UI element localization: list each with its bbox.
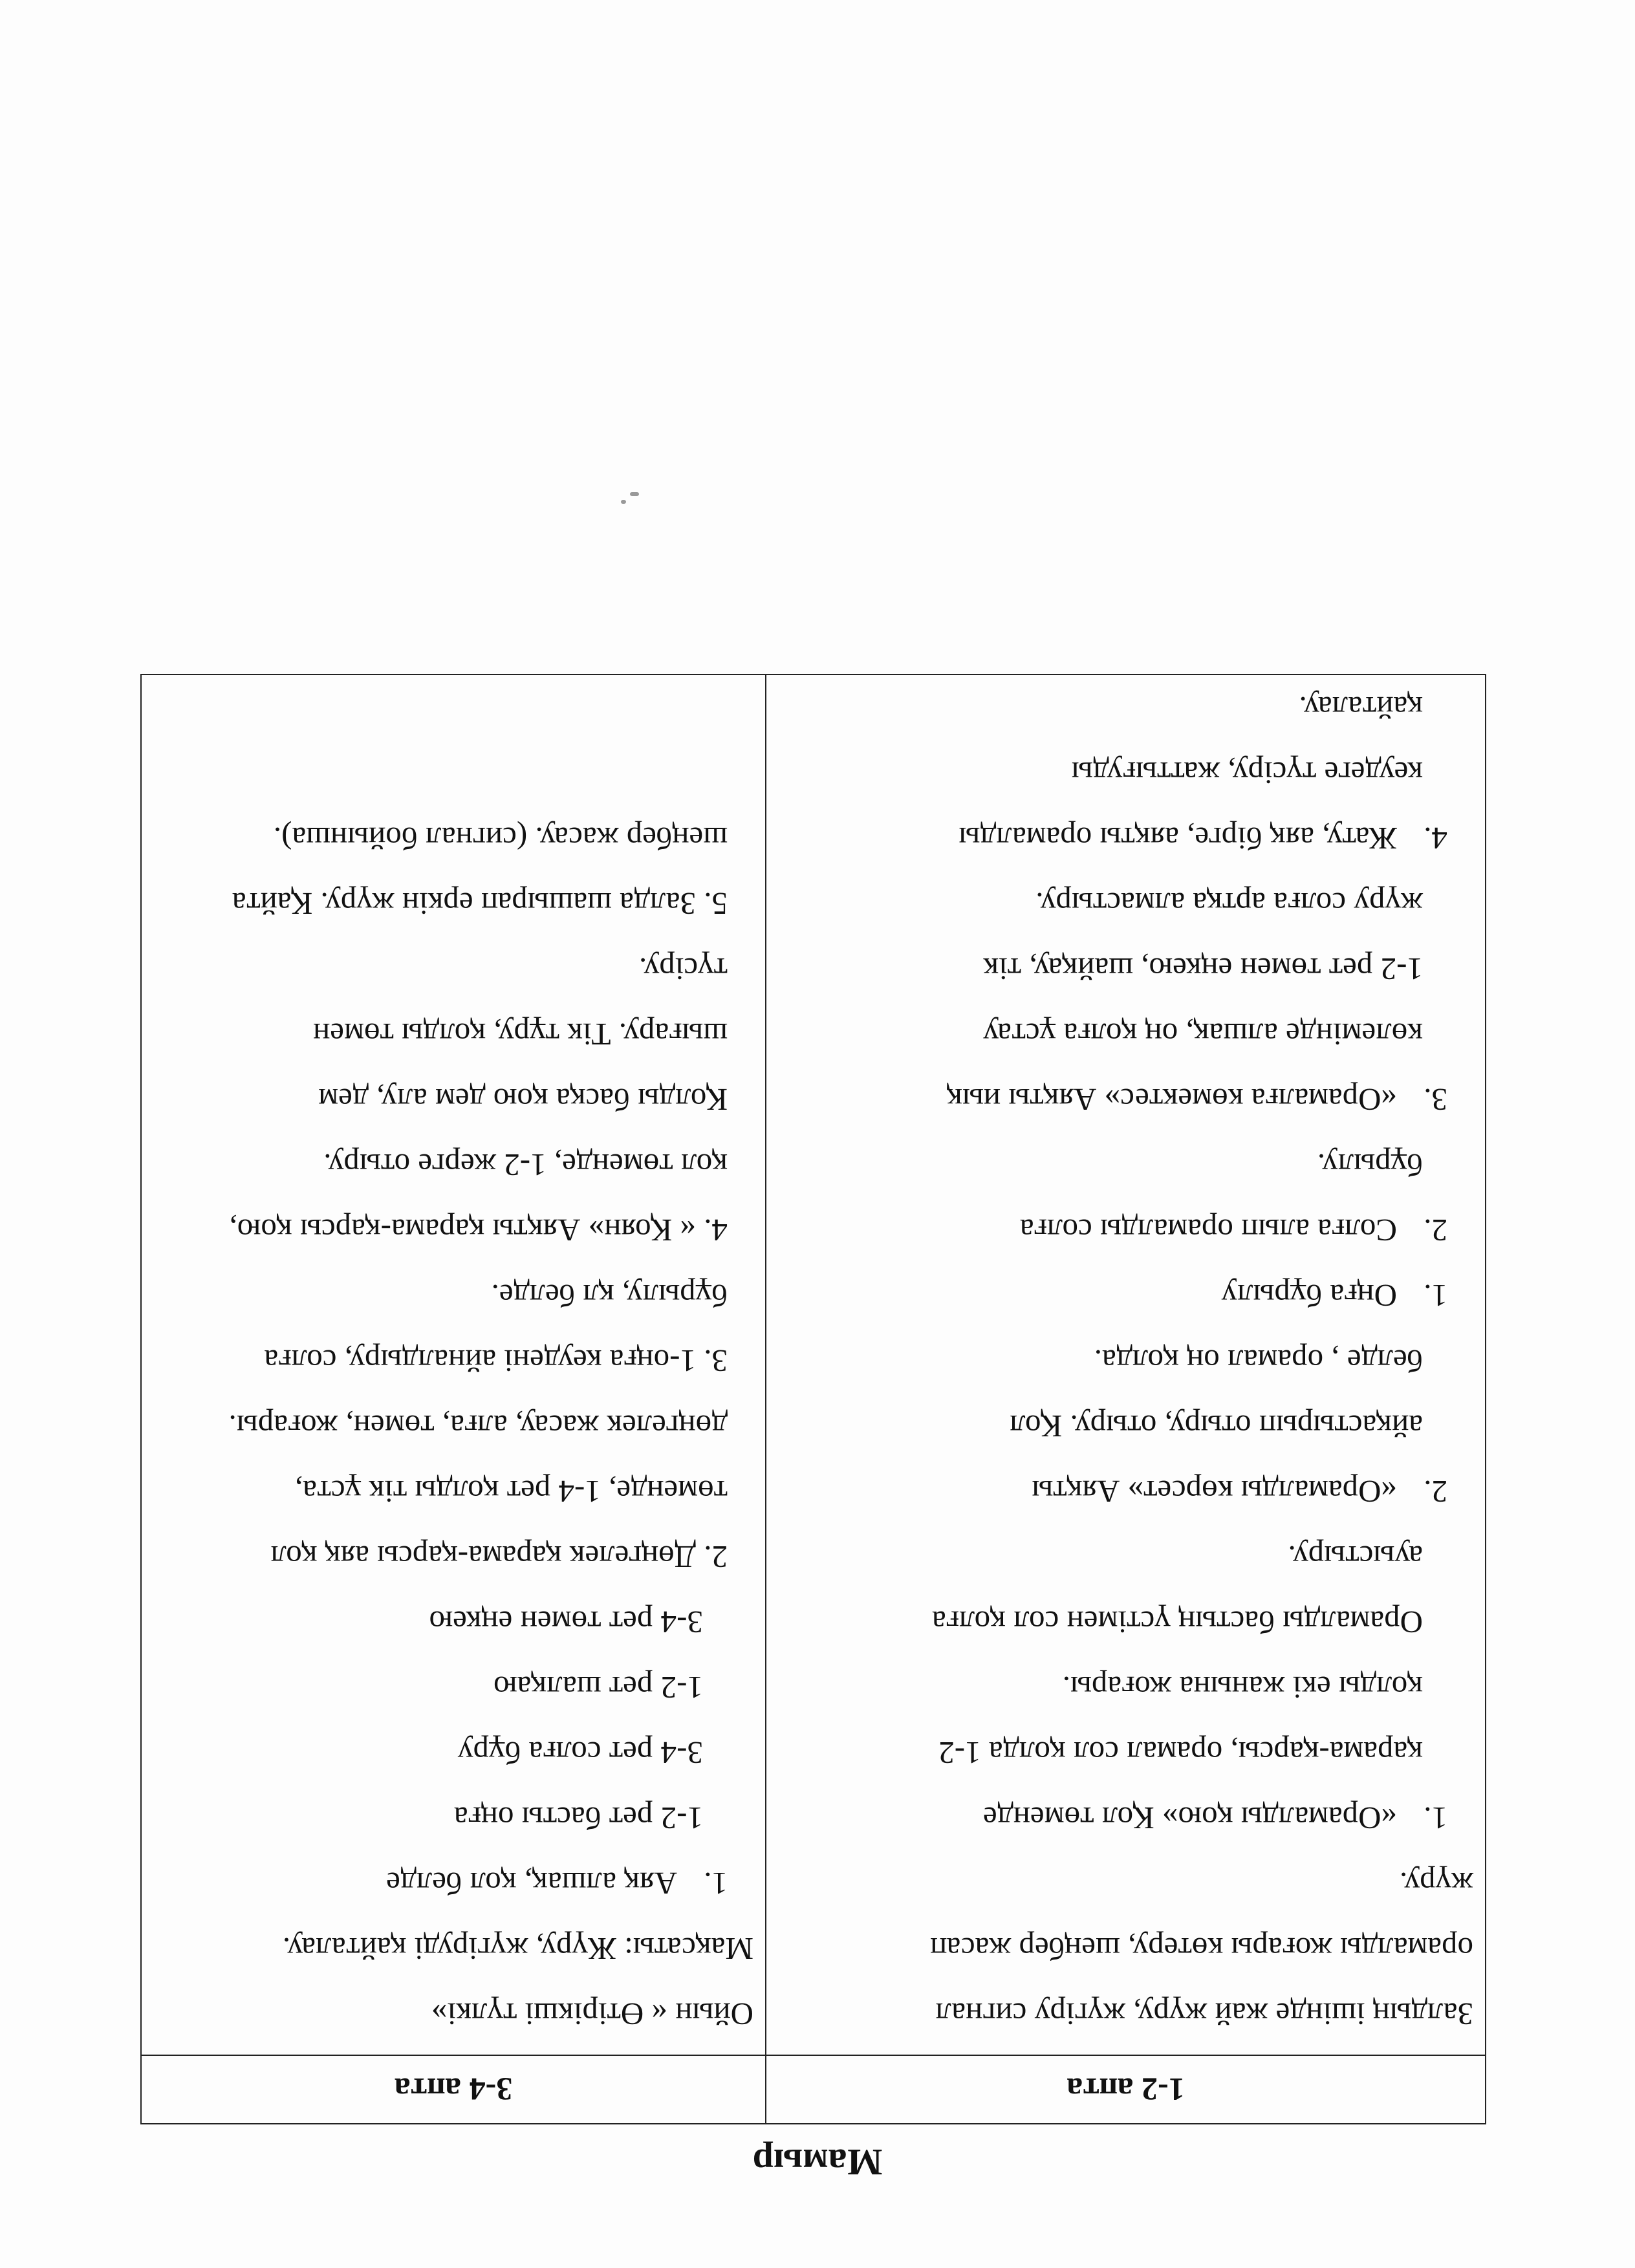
- text-line: ауыстыру.: [1288, 1539, 1423, 1575]
- scan-speck: [630, 492, 639, 496]
- text-line: 1-2 рет басты оңға: [453, 1800, 703, 1836]
- text-line: Орамалды бастың үстімен сол қолға: [931, 1604, 1423, 1640]
- text-line: қайталау.: [1299, 690, 1423, 726]
- item-number: 3.: [1424, 1082, 1447, 1118]
- text-line: белде , орамал оң қолда.: [1094, 1343, 1423, 1379]
- game-title: Ойын « Өтірікші түлкі»: [431, 1996, 753, 2032]
- text-line: орамалды жоғары көтеру, шеңбер жасап: [930, 1931, 1473, 1967]
- list-item: [155, 1851, 753, 1916]
- item-text: Жату, аяқ бірге, аяқты орамалды: [958, 821, 1397, 856]
- text-line: Залдың ішінде жай жүру, жүгіру сигнал: [935, 1996, 1473, 2032]
- text-line: 3-4 рет солға бұру: [457, 1735, 703, 1771]
- text-line: айқастырып отыру, отыру. Қол: [1010, 1409, 1423, 1444]
- item-number: 1.: [1424, 1278, 1447, 1313]
- text-line: 3-4 рет төмен еңкею: [429, 1604, 703, 1640]
- list-item: [779, 1067, 1473, 1132]
- list-item: [779, 806, 1473, 871]
- text-line: шеңбер жасау. (сигнал бойынша).: [273, 821, 728, 856]
- item-number: 1.: [704, 1866, 728, 1901]
- list-item: [779, 1198, 1473, 1263]
- item-number: 2.: [1424, 1213, 1447, 1248]
- header-weeks-3-4: 3-4 апта: [141, 2055, 766, 2124]
- text-line: 1-2 рет төмен еңкею, шайқау, тік: [983, 951, 1423, 987]
- item-text: Оңға бұрылу: [1221, 1278, 1397, 1313]
- text-line: 3. 1-оңға кеудені айналдыру, солға: [264, 1343, 728, 1379]
- item-text: Солға алып орамалды солға: [1019, 1213, 1397, 1248]
- content-row: [141, 675, 1486, 2055]
- text-line: шығару. Тік тұру, қолды төмен: [312, 1017, 728, 1052]
- list-item: [779, 1786, 1473, 1851]
- item-number: 4.: [1424, 821, 1447, 856]
- text-line: қарама-қарсы, орамал сол қолда 1-2: [938, 1735, 1423, 1771]
- list-item: [779, 1459, 1473, 1524]
- page-title: Мамыр: [752, 2141, 883, 2183]
- cell-weeks-3-4: [141, 675, 766, 2055]
- item-text: «Орамалды көрсет» Аяқты: [1032, 1474, 1397, 1509]
- header-row: [141, 2055, 1486, 2124]
- text-line: қолды екі жанына жоғары.: [1062, 1670, 1423, 1705]
- item-text: Аяқ алшақ, қол белде: [386, 1866, 677, 1901]
- item-text: «Орамалға көмектес» Аяқты иық: [947, 1082, 1397, 1118]
- text-line: дөңгелек жасау, алға, төмен, жоғары.: [228, 1409, 728, 1444]
- text-line: жүру.: [1399, 1866, 1473, 1901]
- schedule-table: [140, 674, 1486, 2124]
- list-item: [779, 1263, 1473, 1328]
- cell-weeks-1-2: [766, 675, 1486, 2055]
- text-line: 1-2 рет шалқаю: [493, 1670, 703, 1705]
- item-number: 2.: [1424, 1474, 1447, 1509]
- text-line: түсіру.: [639, 951, 728, 987]
- text-line: 2. Дөңгелек қарама-қарсы аяқ қол: [270, 1539, 728, 1575]
- text-line: кеудеге түсіру, жаттығуды: [1071, 755, 1423, 791]
- text-line: 5. Залда шашырап еркін жүру. Қайта: [232, 886, 728, 922]
- item-text: «Орамалды қою» Қол төменде: [982, 1800, 1397, 1836]
- intro-paragraph: [779, 1851, 1473, 2047]
- text-line: төменде, 1-4 рет қолды тік ұста,: [294, 1474, 728, 1509]
- text-line: қол төменде, 1-2 жерге отыру.: [323, 1147, 728, 1183]
- header-weeks-1-2: 1-2 апта: [766, 2055, 1486, 2124]
- scan-speck: [621, 500, 626, 504]
- goal-text: Мақсаты: Жүру, жүгіруді қайталау.: [282, 1931, 753, 1967]
- item-number: 1.: [1424, 1800, 1447, 1836]
- text-line: бұрылу, қл белде.: [491, 1278, 728, 1313]
- text-line: бұрылу.: [1317, 1147, 1423, 1183]
- text-line: көлемінде алшақ, оң қолға ұстау: [983, 1017, 1423, 1052]
- text-line: жүру солға артқа алмастыру.: [1035, 886, 1423, 922]
- text-line: Қолды басқа қою дем алу, дем: [318, 1082, 728, 1118]
- text-line: 4. « Қоян» Аяқты қарама-қарсы қою,: [229, 1213, 728, 1248]
